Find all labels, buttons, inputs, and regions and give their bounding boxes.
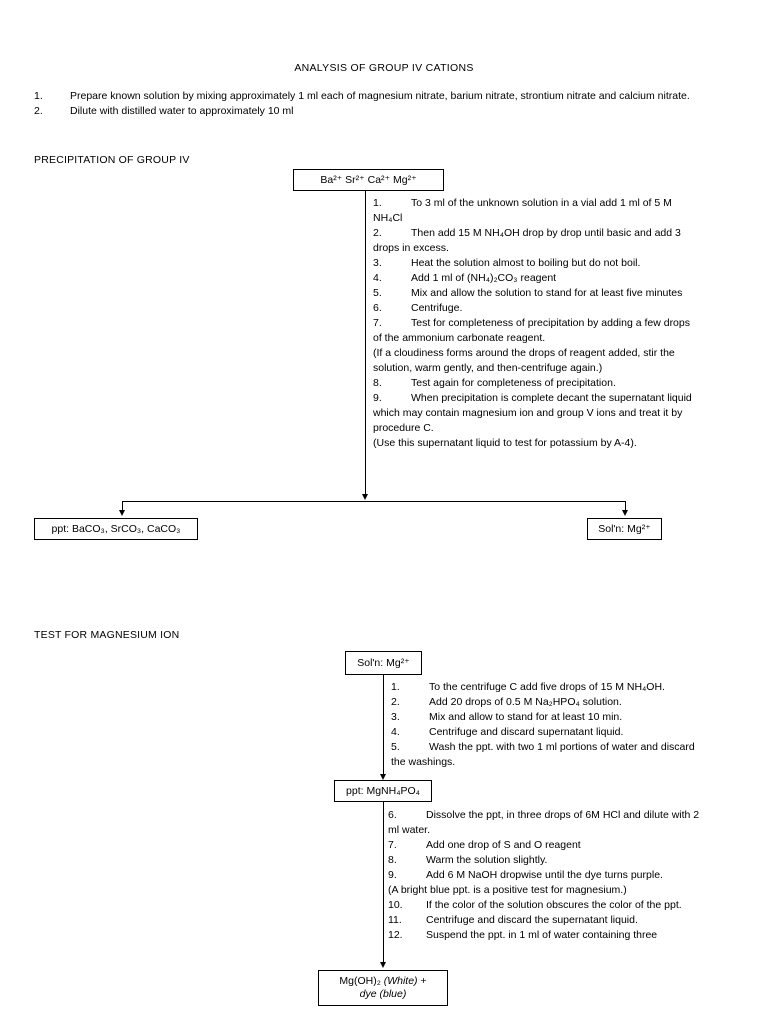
arrow-down-icon [380,962,386,968]
flow-line [365,191,366,498]
branch-line [122,501,625,502]
step-item: 2. Then add 15 M NH₄OH drop by drop until basic and add 3 drops in excess. [373,227,681,254]
final-product-line1: Mg(OH)₂ (White) + [339,975,427,987]
intro-list [34,89,738,119]
step-item: 10. If the color of the solution obscures the color of the ppt. [388,899,682,911]
section-heading-magnesium: TEST FOR MAGNESIUM ION [34,629,180,641]
intro-item [34,89,738,104]
step-note: (Use this supernatant liquid to test for potassium by A-4). [373,437,637,449]
magnesium-solution-box: Sol'n: Mg²⁺ [345,651,422,675]
step-item: 6. Centrifuge. [373,302,463,314]
step-item: 2. Add 20 drops of 0.5 M Na₂HPO₄ solution. [391,696,622,708]
step-item: 11. Centrifuge and discard the supernatant liquid. [388,914,638,926]
step-item: 4. Centrifuge and discard supernatant liquid. [391,726,624,738]
step-item: 6. Dissolve the ppt, in three drops of 6M HCl and dilute with 2 ml water. [388,809,700,836]
precipitate-box: ppt: BaCO₃, SrCO₃, CaCO₃ [34,518,198,540]
magnesium-steps-a [391,680,711,770]
arrow-down-icon [362,494,368,500]
step-item: 5. Mix and allow the solution to stand for at least five minutes [373,287,683,299]
final-product-line2: dye (blue) [359,988,407,1000]
intro-item-text: Prepare known solution by mixing approximately 1 ml each of magnesium nitrate, barium nitrate, strontium nitrate and calcium nitrate. [70,90,690,102]
arrow-down-icon [119,510,125,516]
magnesium-steps-b [388,808,712,943]
step-note: (A bright blue ppt. is a positive test for magnesium.) [388,884,627,896]
page-title: ANALYSIS OF GROUP IV CATIONS [294,62,474,74]
step-item: 9. Add 6 M NaOH dropwise until the dye turns purple. [388,869,663,881]
step-item: 9. When precipitation is complete decant the supernatant liquid which may contain magnesium ion and group V ions and treat it by procedure C. [373,392,692,434]
section-heading-precipitation: PRECIPITATION OF GROUP IV [34,154,190,166]
intro-item-number: 1. [34,90,43,102]
step-item: 12. Suspend the ppt. in 1 ml of water containing three [388,929,658,941]
intro-item-text: Dilute with distilled water to approximately 10 ml [70,105,294,117]
intro-item [34,104,738,119]
flow-line [383,675,384,778]
intro-item-number: 2. [34,105,43,117]
final-product-box [318,970,448,1006]
step-item: 3. Mix and allow to stand for at least 10 min. [391,711,623,723]
step-item: 7. Test for completeness of precipitation by adding a few drops of the ammonium carbonate reagent. [373,317,690,344]
step-item: 7. Add one drop of S and O reagent [388,839,581,851]
step-item: 8. Warm the solution slightly. [388,854,548,866]
step-item: 8. Test again for completeness of precipitation. [373,377,616,389]
precipitation-steps [373,196,693,451]
step-item: 1. To the centrifuge C add five drops of 15 M NH₄OH. [391,681,665,693]
cations-start-box: Ba²⁺ Sr²⁺ Ca²⁺ Mg²⁺ [293,169,444,191]
flow-line [383,802,384,966]
step-item: 5. Wash the ppt. with two 1 ml portions of water and discard the washings. [391,741,695,768]
phosphate-precipitate-box: ppt: MgNH₄PO₄ [334,780,432,802]
arrow-down-icon [622,510,628,516]
step-item: 1. To 3 ml of the unknown solution in a vial add 1 ml of 5 M NH₄Cl [373,197,672,224]
step-item: 4. Add 1 ml of (NH₄)₂CO₃ reagent [373,272,557,284]
solution-box: Sol'n: Mg²⁺ [587,518,662,540]
step-item: 3. Heat the solution almost to boiling but do not boil. [373,257,641,269]
step-note: (If a cloudiness forms around the drops of reagent added, stir the solution, warm gently, and then-centrifuge again.) [373,347,675,374]
